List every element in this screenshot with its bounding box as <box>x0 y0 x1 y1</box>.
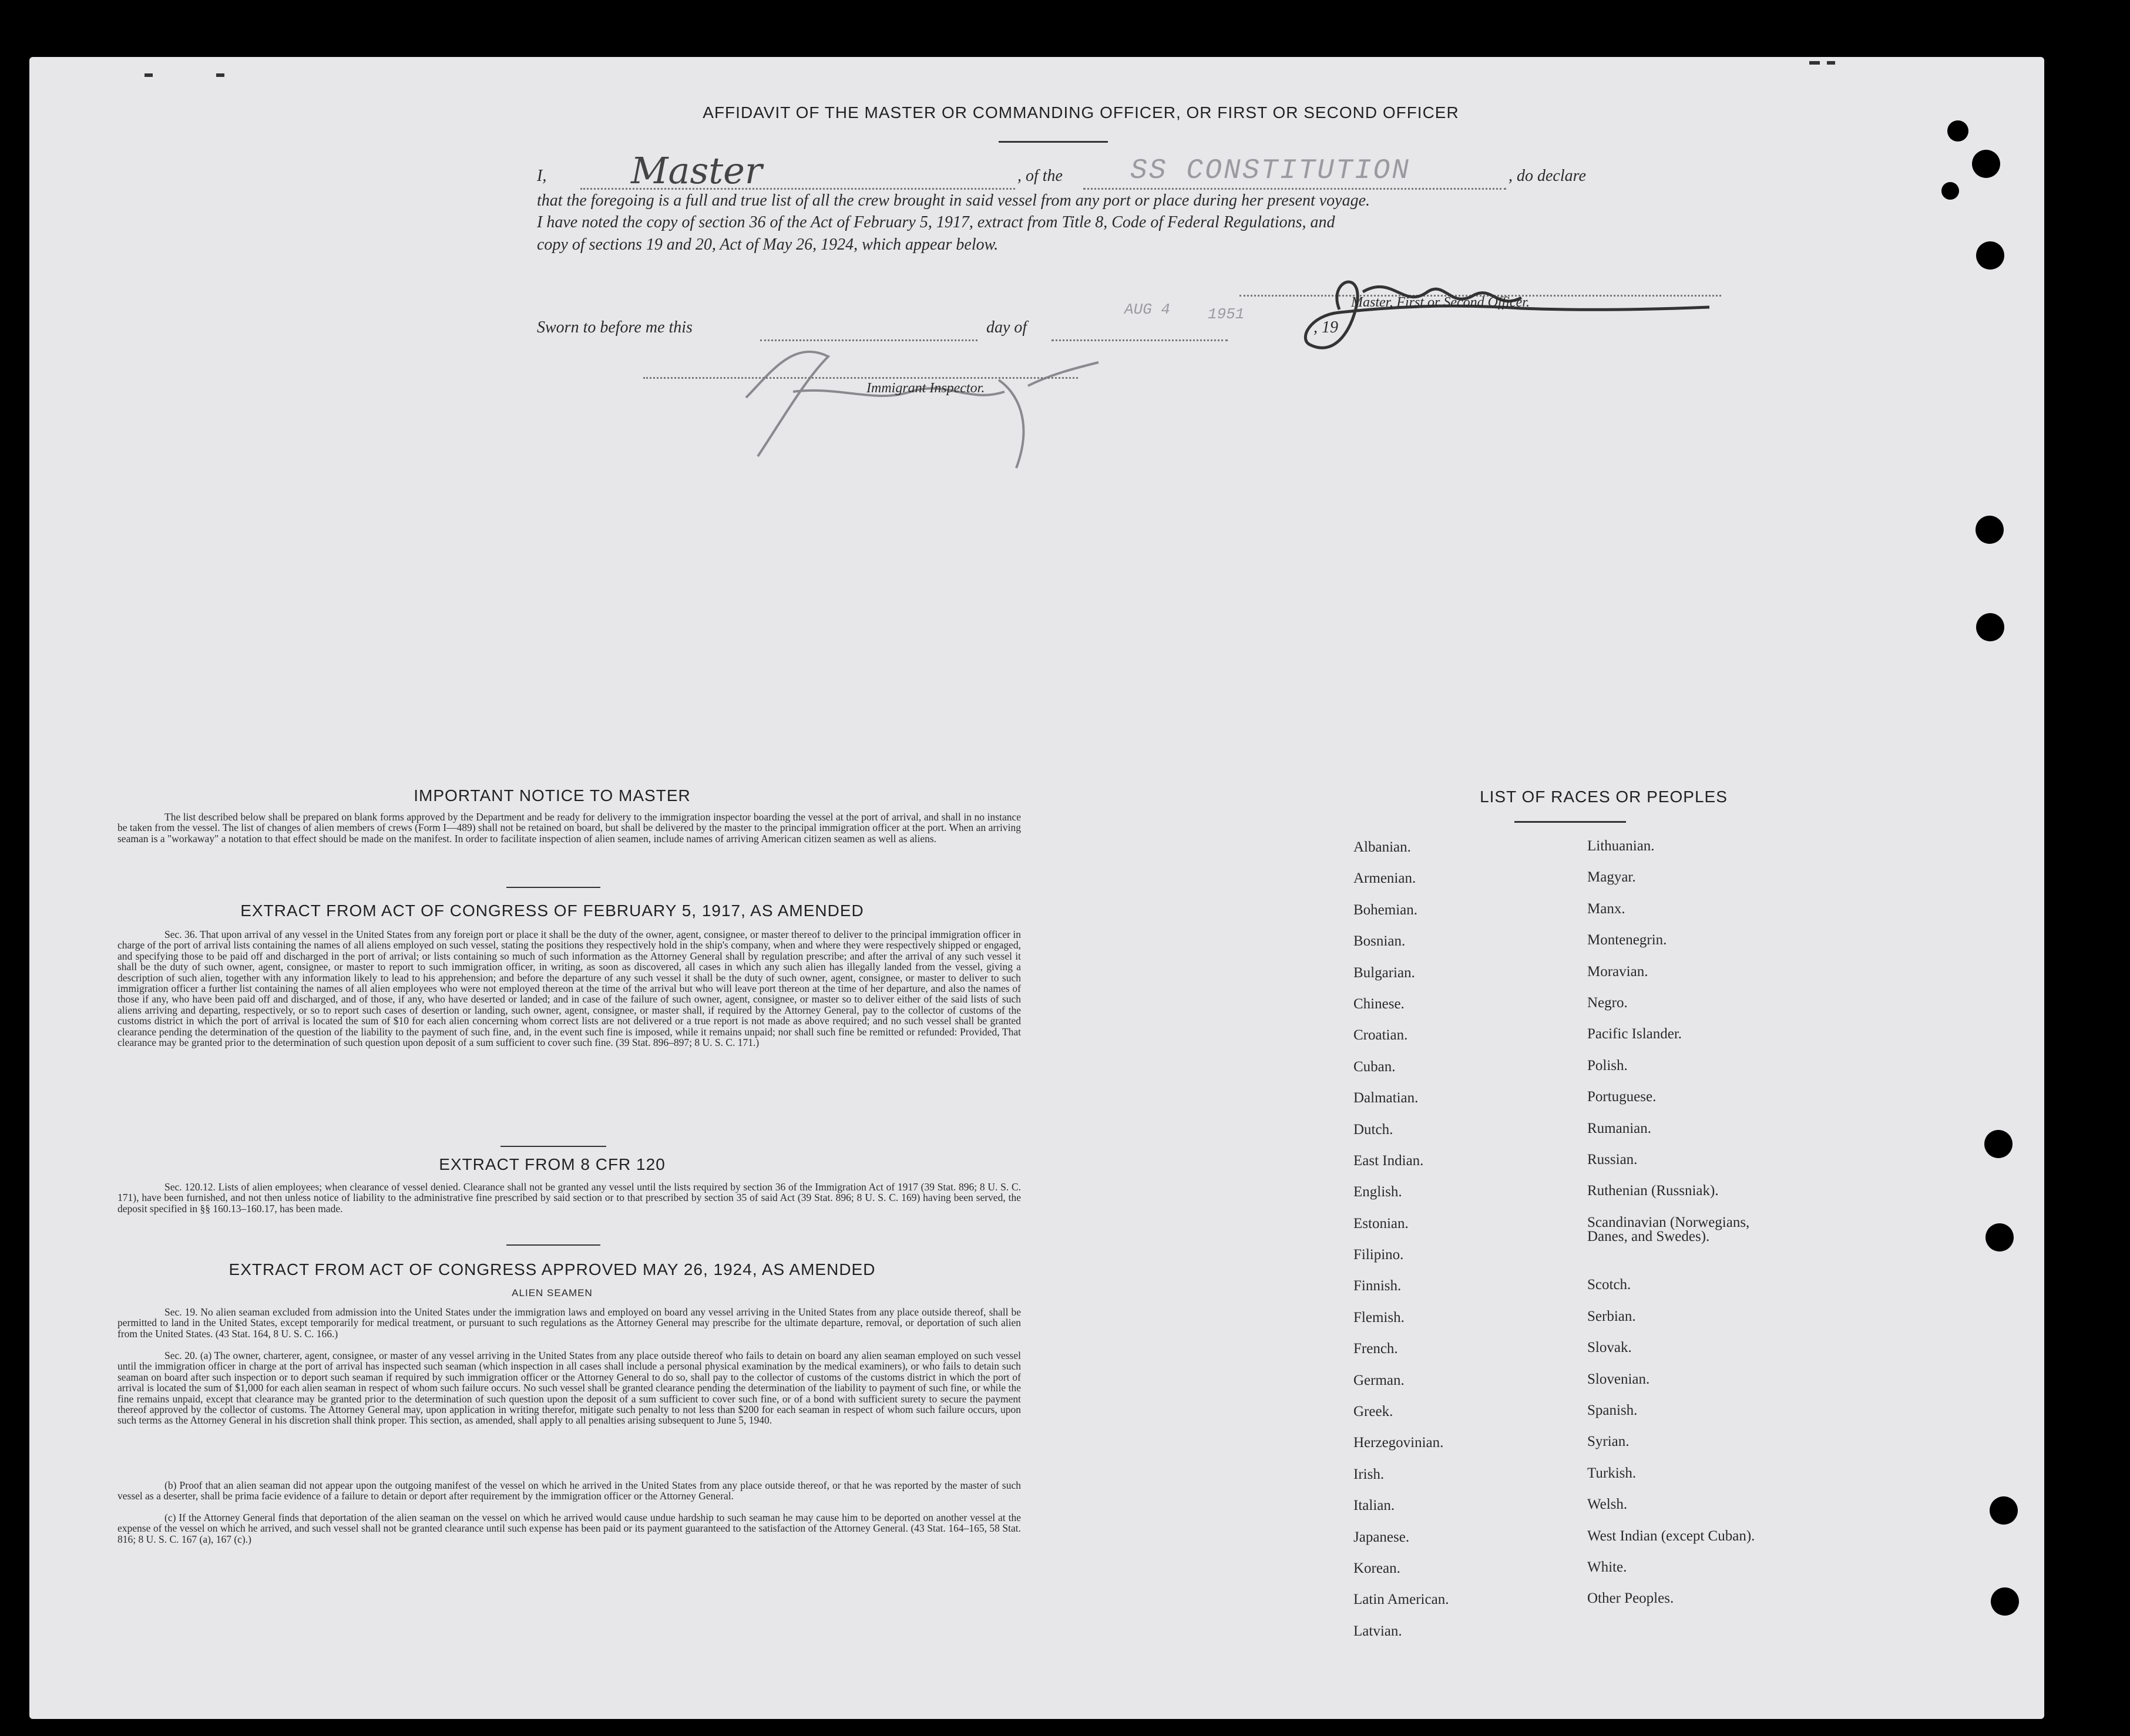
race-row <box>1353 1059 1755 1090</box>
edge-mark <box>145 73 153 77</box>
vessel-stamp: SS CONSTITUTION <box>1130 155 1411 187</box>
punch-hole <box>1976 516 2004 544</box>
race-name: Flemish. <box>1353 1309 1405 1325</box>
extract-1924-sec20a: Sec. 20. (a) The owner, charterer, agent, consignee, or master of any vessel arriving in the United States from any place outside thereof who fails to detain on board any alien seaman employed on such vessel until the immigration officer in charge at the port of arrival has inspected such seaman (which inspection in all cases shall include a personal physical examination by the medical examiners), or who fails to detain such seaman on board after such inspection or to deport such seaman if required by such immigration officer or the Attorney General to do so, shall pay to the collector of customs of the customs district in which the port of arrival is located the sum of $1,000 for each alien seaman in respect of whom such failure occurs. No such vessel shall be granted clearance pending the determination of the liability to payment of such fine, or while the fine remains unpaid, except that clearance may be granted prior to the determination of such question upon the deposit of a sum sufficient to cover such fine, or of a bond with sufficient surety to secure the payment thereof approved by the collector of customs. The Attorney General may, upon application in writing therefor, mitigate such penalty to not less than $200 for each seaman in respect of whom such failure occurs, upon such terms as the Attorney General in his discretion shall think proper. This section, as amended, shall apply to all penalties arising subsequent to June 5, 1940. <box>117 1350 1021 1427</box>
punch-hole <box>1947 120 1968 142</box>
race-name: Manx. <box>1587 900 1625 917</box>
notice-title: IMPORTANT NOTICE TO MASTER <box>414 786 691 805</box>
race-row <box>1353 1498 1755 1529</box>
extract-1917-title: EXTRACT FROM ACT OF CONGRESS OF FEBRUARY 5, 1917, AS AMENDED <box>240 901 864 920</box>
year-prefix: , 19 <box>1313 318 1338 337</box>
affidavit-line2: that the foregoing is a full and true list of all the crew brought in said vessel from any port or place during her present voyage. <box>537 191 1370 210</box>
race-row <box>1353 1623 1755 1654</box>
race-row <box>1353 1310 1755 1341</box>
punch-hole <box>1941 182 1959 200</box>
race-name: Greek. <box>1353 1404 1393 1420</box>
punch-hole <box>1972 150 2000 178</box>
race-name: Polish. <box>1587 1057 1628 1074</box>
race-name: Montenegrin. <box>1587 932 1667 948</box>
extract-1924-sec20b: (b) Proof that an alien seaman did not appear upon the outgoing manifest of the vessel on which he arrived in the United States from any place outside thereof, or that he was reported by the master of such vessel as a deserter, shall be prima facie evidence of a failure to detain or deport after requirement by the immigration officer or the Attorney General. <box>117 1479 1021 1502</box>
extract-1924-sec20c: (c) If the Attorney General finds that deportation of the alien seaman on the vessel on which he arrived would cause undue hardship to such seaman he may cause him to be deported on another vessel at the expense of the vessel on which he arrived, and such vessel shall not be granted clearance until such expense has been paid or its payment guaranteed to the satisfaction of the Attorney General. (43 Stat. 164–165, 58 Stat. 816; 8 U. S. C. 167 (a), 167 (c).) <box>117 1512 1021 1545</box>
race-name: Latvian. <box>1353 1623 1402 1639</box>
race-name: Japanese. <box>1353 1529 1410 1545</box>
do-declare-label: , do declare <box>1509 167 1586 185</box>
punch-hole <box>1976 241 2004 270</box>
extract-1917-divider <box>500 1146 606 1147</box>
race-name <box>1587 1247 1755 1278</box>
race-name: Irish. <box>1353 1466 1385 1482</box>
race-row <box>1353 870 1755 901</box>
edge-mark <box>216 73 224 77</box>
sworn-label: Sworn to before me this <box>537 318 693 337</box>
race-name <box>1587 1623 1755 1654</box>
race-row <box>1353 1529 1755 1560</box>
race-row <box>1353 1216 1755 1247</box>
race-name: Armenian. <box>1353 870 1416 887</box>
punch-hole <box>1985 1223 2014 1251</box>
master-handwriting: Master <box>631 149 762 192</box>
race-name: Filipino. <box>1353 1247 1404 1263</box>
affidavit-divider <box>999 141 1108 143</box>
race-row <box>1353 933 1755 964</box>
race-name: German. <box>1353 1372 1405 1388</box>
race-name: Portuguese. <box>1587 1089 1657 1105</box>
race-row <box>1353 1247 1755 1278</box>
race-name: Scandinavian (Norwegians, Danes, and Swedes). <box>1587 1214 1750 1244</box>
races-title: LIST OF RACES OR PEOPLES <box>1480 788 1728 806</box>
race-name: Bohemian. <box>1353 901 1418 918</box>
punch-hole <box>1991 1587 2019 1616</box>
race-name: Magyar. <box>1587 869 1636 886</box>
race-name: Herzegovinian. <box>1353 1435 1444 1451</box>
of-the-label: , of the <box>1017 167 1063 185</box>
race-name: Spanish. <box>1587 1402 1638 1419</box>
race-name: Negro. <box>1587 994 1628 1011</box>
edge-mark <box>1809 61 1820 65</box>
race-row <box>1353 1153 1755 1184</box>
race-name: Croatian. <box>1353 1027 1408 1044</box>
officer-caption: Master, First or Second Officer. <box>1351 295 1530 310</box>
race-name: Russian. <box>1587 1151 1638 1168</box>
race-name: Finnish. <box>1353 1278 1402 1294</box>
race-name: Dutch. <box>1353 1121 1393 1138</box>
race-row <box>1353 1404 1755 1435</box>
inspector-signature-line <box>643 377 1078 379</box>
race-name: French. <box>1353 1341 1398 1357</box>
race-row <box>1353 1122 1755 1153</box>
notice-divider <box>506 887 600 888</box>
extract-1924-subtitle: ALIEN SEAMEN <box>512 1287 593 1298</box>
race-name: Cuban. <box>1353 1058 1396 1075</box>
race-row <box>1353 1184 1755 1215</box>
extract-1924-sec19: Sec. 19. No alien seaman excluded from admission into the United States under the immigration laws and employed on board any vessel arriving in the United States from any place outside thereof, shall be permitted to land in the United States, except temporarily for medical treatment, or pursuant to such regulations as the Attorney General may prescribe for the ultimate departure, removal, or deportation of such alien from the United States. (43 Stat. 164, 8 U. S. C. 166.) <box>117 1306 1021 1340</box>
race-row <box>1353 1560 1755 1592</box>
race-name: Albanian. <box>1353 839 1411 855</box>
race-row <box>1353 1027 1755 1058</box>
race-name: Other Peoples. <box>1587 1590 1674 1607</box>
document-sheet <box>29 57 2044 1719</box>
race-name: Korean. <box>1353 1560 1400 1576</box>
race-name: Ruthenian (Russniak). <box>1587 1183 1719 1199</box>
notice-body: The list described below shall be prepared on blank forms approved by the Department and be ready for delivery to the immigration inspector boarding the vessel at the port of arrival, and shall in no instance be taken from the vessel. The list of changes of alien members of crews (Form I—489) shall not be retained on board, but shall be delivered by the master to the principal immigration officer at the port. When an arriving seaman is a "workaway" a notation to that effect should be made on the manifest. In order to facilitate inspection of alien seamen, include names of arriving American citizen seamen as well as aliens. <box>117 811 1021 845</box>
punch-hole <box>1984 1130 2013 1158</box>
punch-hole <box>1976 613 2004 641</box>
race-name: Italian. <box>1353 1498 1395 1514</box>
extract-cfr-divider <box>506 1244 600 1246</box>
race-name: Latin American. <box>1353 1592 1449 1608</box>
day-of-label: day of <box>986 318 1027 337</box>
race-name: Moravian. <box>1587 963 1648 980</box>
punch-hole <box>1990 1496 2018 1525</box>
vessel-line <box>1083 188 1506 190</box>
inspector-signature <box>723 304 1134 492</box>
race-row <box>1353 1090 1755 1121</box>
i-label: I, <box>537 167 547 185</box>
race-name: Scotch. <box>1587 1277 1631 1293</box>
race-name: Dalmatian. <box>1353 1090 1419 1106</box>
race-row <box>1353 1466 1755 1498</box>
race-name: Rumanian. <box>1587 1120 1652 1136</box>
race-name: Bulgarian. <box>1353 964 1415 981</box>
race-name: Syrian. <box>1587 1434 1630 1450</box>
affidavit-title: AFFIDAVIT OF THE MASTER OR COMMANDING OFFICER, OR FIRST OR SECOND OFFICER <box>703 103 1459 122</box>
extract-1917-body: Sec. 36. That upon arrival of any vessel in the United States from any foreign port or place it shall be the duty of the owner, agent, consignee, or master thereof to deliver to the principal immigration officer in charge of the port of arrival lists containing the names of all aliens employed on such vessel, stating the positions they respectively hold in the ship's company, when and where they were respectively shipped or engaged, and specifying those to be paid off and discharged in the port of arrival; or lists containing so much of such information as the Attorney General shall by regulation prescribe; and after the arrival of any such vessel it shall be the duty of such owner, agent, consignee, or master to report to such immigration officer, in writing, as soon as discovered, all cases in which any such alien has illegally landed from the vessel, giving a description of such alien, together with any information likely to lead to his apprehension; and before the departure of any such vessel it shall be the duty of such owner, agent, consignee, or master to deliver to such immigration officer a further list containing the names of all alien employees who were not employed thereon at the time of the arrival but who will leave port thereon at the time of her departure, and also the names of those if any, who have been paid off and discharged, and of those, if any, who have deserted or landed; and in case of the failure of such owner, agent, consignee, or master so to deliver either of the said lists of such aliens arriving and departing, respectively, or so to report such cases of desertion or landing, such owner, agent, consignee, or master shall, if required by the Attorney General, pay to the collector of customs of the customs district in which the port of arrival is located the sum of $10 for each alien concerning whom correct lists are not delivered or a true report is not made as above required; and no such vessel shall be granted clearance pending the determination of the question of the liability to the payment of such fine, and, in the event such fine is imposed, while it remains unpaid; nor shall such fine be remitted or refunded: Provided, That clearance may be granted prior to the determination of such question upon deposit of a sum sufficient to cover such fine. (39 Stat. 896–897; 8 U. S. C. 171.) <box>117 928 1021 1049</box>
race-name: East Indian. <box>1353 1152 1424 1169</box>
race-name: Chinese. <box>1353 995 1405 1012</box>
races-table <box>1353 839 1755 1654</box>
date-stamp: AUG 4 <box>1124 301 1171 318</box>
race-row <box>1353 1372 1755 1404</box>
year-stamp: 1951 <box>1208 305 1245 323</box>
inspector-caption: Immigrant Inspector. <box>866 381 985 396</box>
affidavit-line3: I have noted the copy of section 36 of the Act of February 5, 1917, extract from Title 8, Code of Federal Regulations, and <box>537 213 1335 231</box>
race-row <box>1353 1435 1755 1466</box>
race-name: English. <box>1353 1184 1402 1200</box>
race-name: Serbian. <box>1587 1308 1636 1324</box>
race-row <box>1353 996 1755 1027</box>
race-name: Estonian. <box>1353 1215 1409 1232</box>
extract-cfr-body: Sec. 120.12. Lists of alien employees; when clearance of vessel denied. Clearance shall not be granted any vessel until the lists required by section 36 of the Immigration Act of 1917 (39 Stat. 896; 8 U. S. C. 171), have been furnished, and not then unless notice of liability to the administrative fine prescribed by said section or to that prescribed by section 35 of said Act (39 Stat. 896; 8 U. S. C. 169) having been served, the deposit specified in §§ 160.13–160.17, has been made. <box>117 1181 1021 1214</box>
race-row <box>1353 839 1755 870</box>
race-name: Welsh. <box>1587 1496 1628 1513</box>
race-name: West Indian (except Cuban). <box>1587 1528 1755 1544</box>
race-row <box>1353 1341 1755 1372</box>
races-divider <box>1514 821 1626 823</box>
race-name: Bosnian. <box>1353 933 1406 950</box>
extract-1924-title: EXTRACT FROM ACT OF CONGRESS APPROVED MAY 26, 1924, AS AMENDED <box>229 1260 876 1279</box>
race-row <box>1353 1278 1755 1309</box>
edge-mark <box>1827 61 1835 65</box>
race-name: Lithuanian. <box>1587 838 1655 854</box>
race-name: Pacific Islander. <box>1587 1026 1682 1042</box>
affidavit-line4: copy of sections 19 and 20, Act of May 26, 1924, which appear below. <box>537 235 999 254</box>
race-name: Slovak. <box>1587 1340 1632 1356</box>
race-name: White. <box>1587 1559 1627 1575</box>
race-row <box>1353 965 1755 996</box>
race-row <box>1353 1592 1755 1623</box>
race-name: Turkish. <box>1587 1465 1637 1481</box>
race-row <box>1353 902 1755 933</box>
extract-cfr-title: EXTRACT FROM 8 CFR 120 <box>439 1155 666 1173</box>
race-name: Slovenian. <box>1587 1371 1650 1387</box>
